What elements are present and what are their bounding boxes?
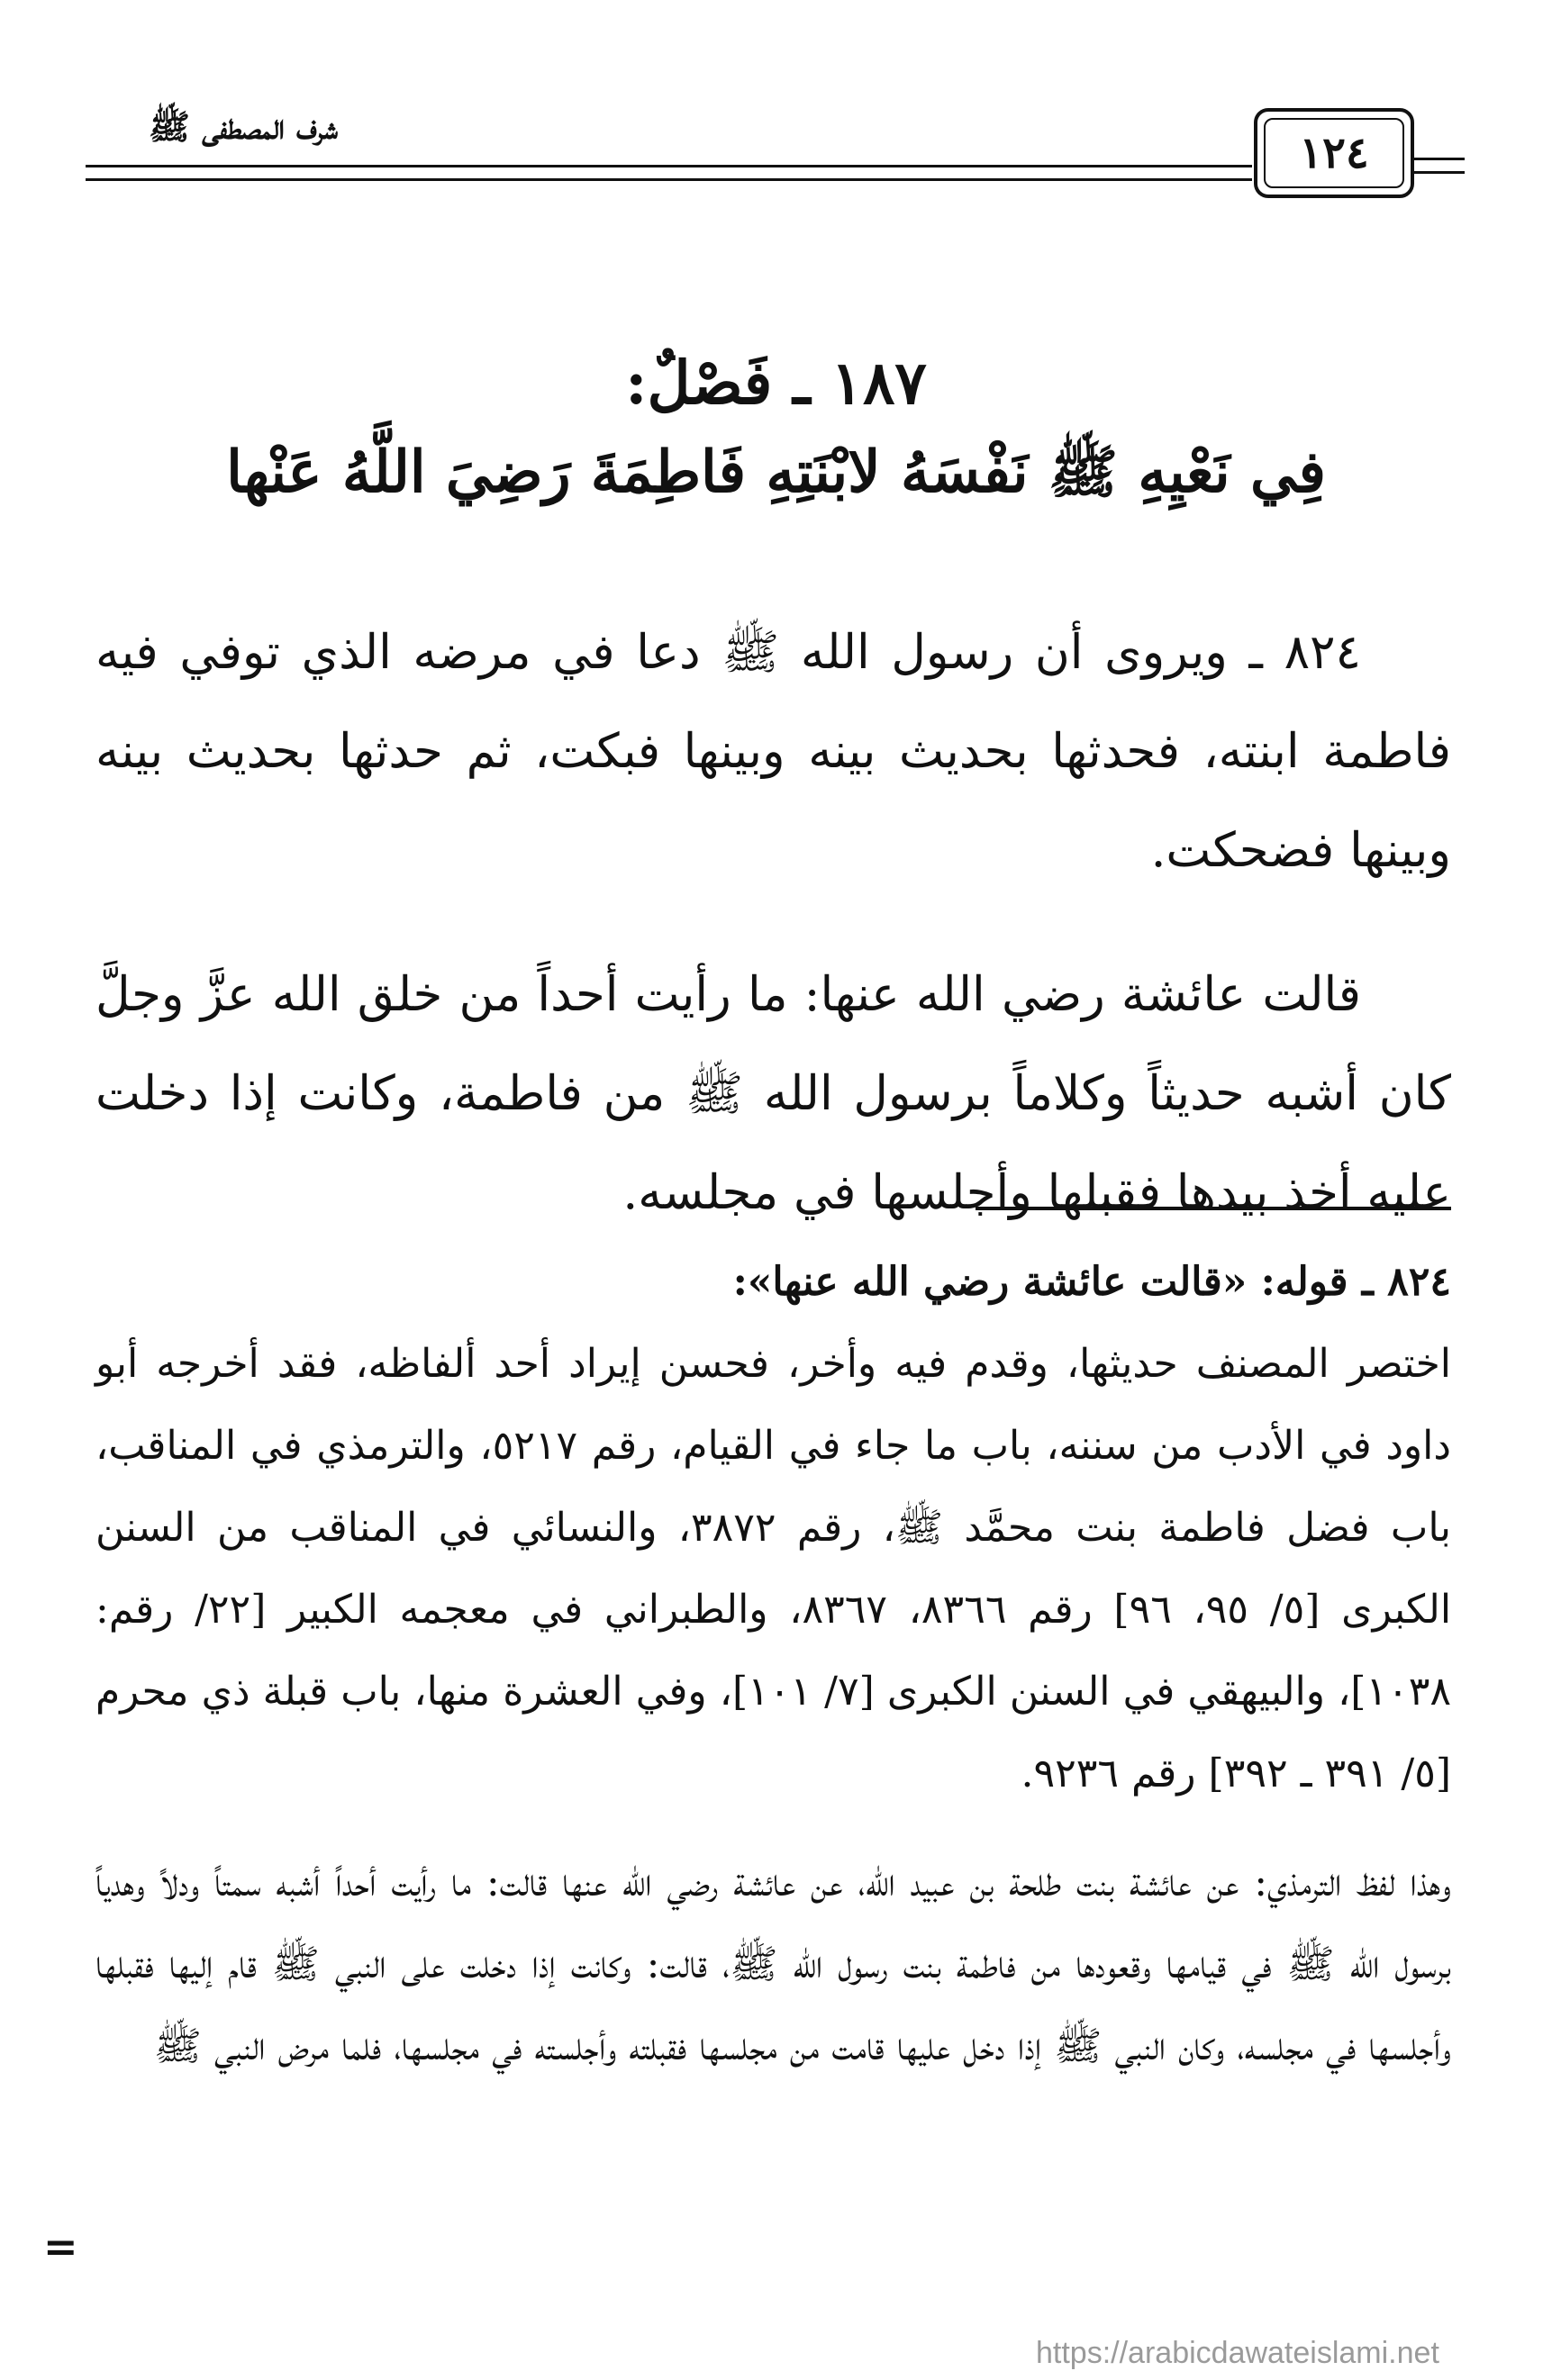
chapter-subtitle: فِي نَعْيِهِ ﷺ نَفْسَهُ لابْنَتِهِ فَاطِمَةَ رَضِيَ اللَّهُ عَنْها <box>226 439 1326 506</box>
chapter-number-line: ١٨٧ ـ فَصْلٌ: <box>625 348 927 418</box>
footnote-tirmidhi-text: وهذا لفظ الترمذي: عن عائشة بنت طلحة بن عبيد الله، عن عائشة رضي الله عنها قالت: ما رأيت أحداً أشبه سمتاً ودلاً وهدياً برسول الله ﷺ في قيامها وقعودها من فاطمة بنت رسول الله ﷺ، قالت: وكانت إذا دخلت على النبي ﷺ قام إليها فقبلها وأجلسها في مجلسه، وكان النبي ﷺ إذا دخل عليها قامت من مجلسها فقبلته وأجلسته في مجلسها، فلما مرض النبي ﷺ <box>95 1860 1451 2069</box>
footnotes-section <box>95 1241 1451 2087</box>
running-header-title: شرف المصطفى ﷺ <box>149 106 338 147</box>
page-number: ١٢٤ <box>1264 118 1404 188</box>
footnote-takhrij: اختصر المصنف حديثها، وقدم فيه وأخر، فحسن إيراد أحد ألفاظه، فقد أخرجه أبو داود في الأدب من سننه، باب ما جاء في القيام، رقم ٥٢١٧، والترمذي في المناقب، باب فضل فاطمة بنت محمَّد ﷺ، رقم ٣٨٧٢، والنسائي في المناقب من السنن الكبرى [٥/ ٩٥، ٩٦] رقم ٨٣٦٦، ٨٣٦٧، والطبراني في معجمه الكبير [٢٢/ رقم: ١٠٣٨]، والبيهقي في السنن الكبرى [٧/ ١٠١]، وفي العشرة منها، باب قبلة ذي محرم [٥/ ٣٩١ ـ ٣٩٢] رقم ٩٢٣٦. <box>95 1341 1452 1796</box>
main-text <box>95 603 1451 1243</box>
source-watermark: https://arabicdawateislami.net <box>1036 2336 1439 2370</box>
aisha-paragraph: قالت عائشة رضي الله عنها: ما رأيت أحداً من خلق الله عزَّ وجلَّ كان أشبه حديثاً وكلاماً برسول الله ﷺ من فاطمة، وكانت إذا دخلت عليه أخذ بيدها فقبلها وأجلسها في مجلسه. <box>95 967 1452 1220</box>
footnote-separator <box>976 1207 1451 1210</box>
hadith-paragraph: ٨٢٤ ـ ويروى أن رسول الله ﷺ دعا في مرضه الذي توفي فيه فاطمة ابنته، فحدثها بحديث بينه وبينها فبكت، ثم حدثها بحديث بينه وبينها فضحكت. <box>95 625 1451 878</box>
header-rule-tail <box>1411 158 1465 174</box>
page-number-frame <box>1254 108 1414 198</box>
footnote-heading: ٨٢٤ ـ قوله: «قالت عائشة رضي الله عنها»: <box>732 1259 1451 1305</box>
continuation-mark: = <box>43 2222 78 2271</box>
chapter-heading <box>0 342 1552 522</box>
header-double-rule <box>86 165 1252 181</box>
